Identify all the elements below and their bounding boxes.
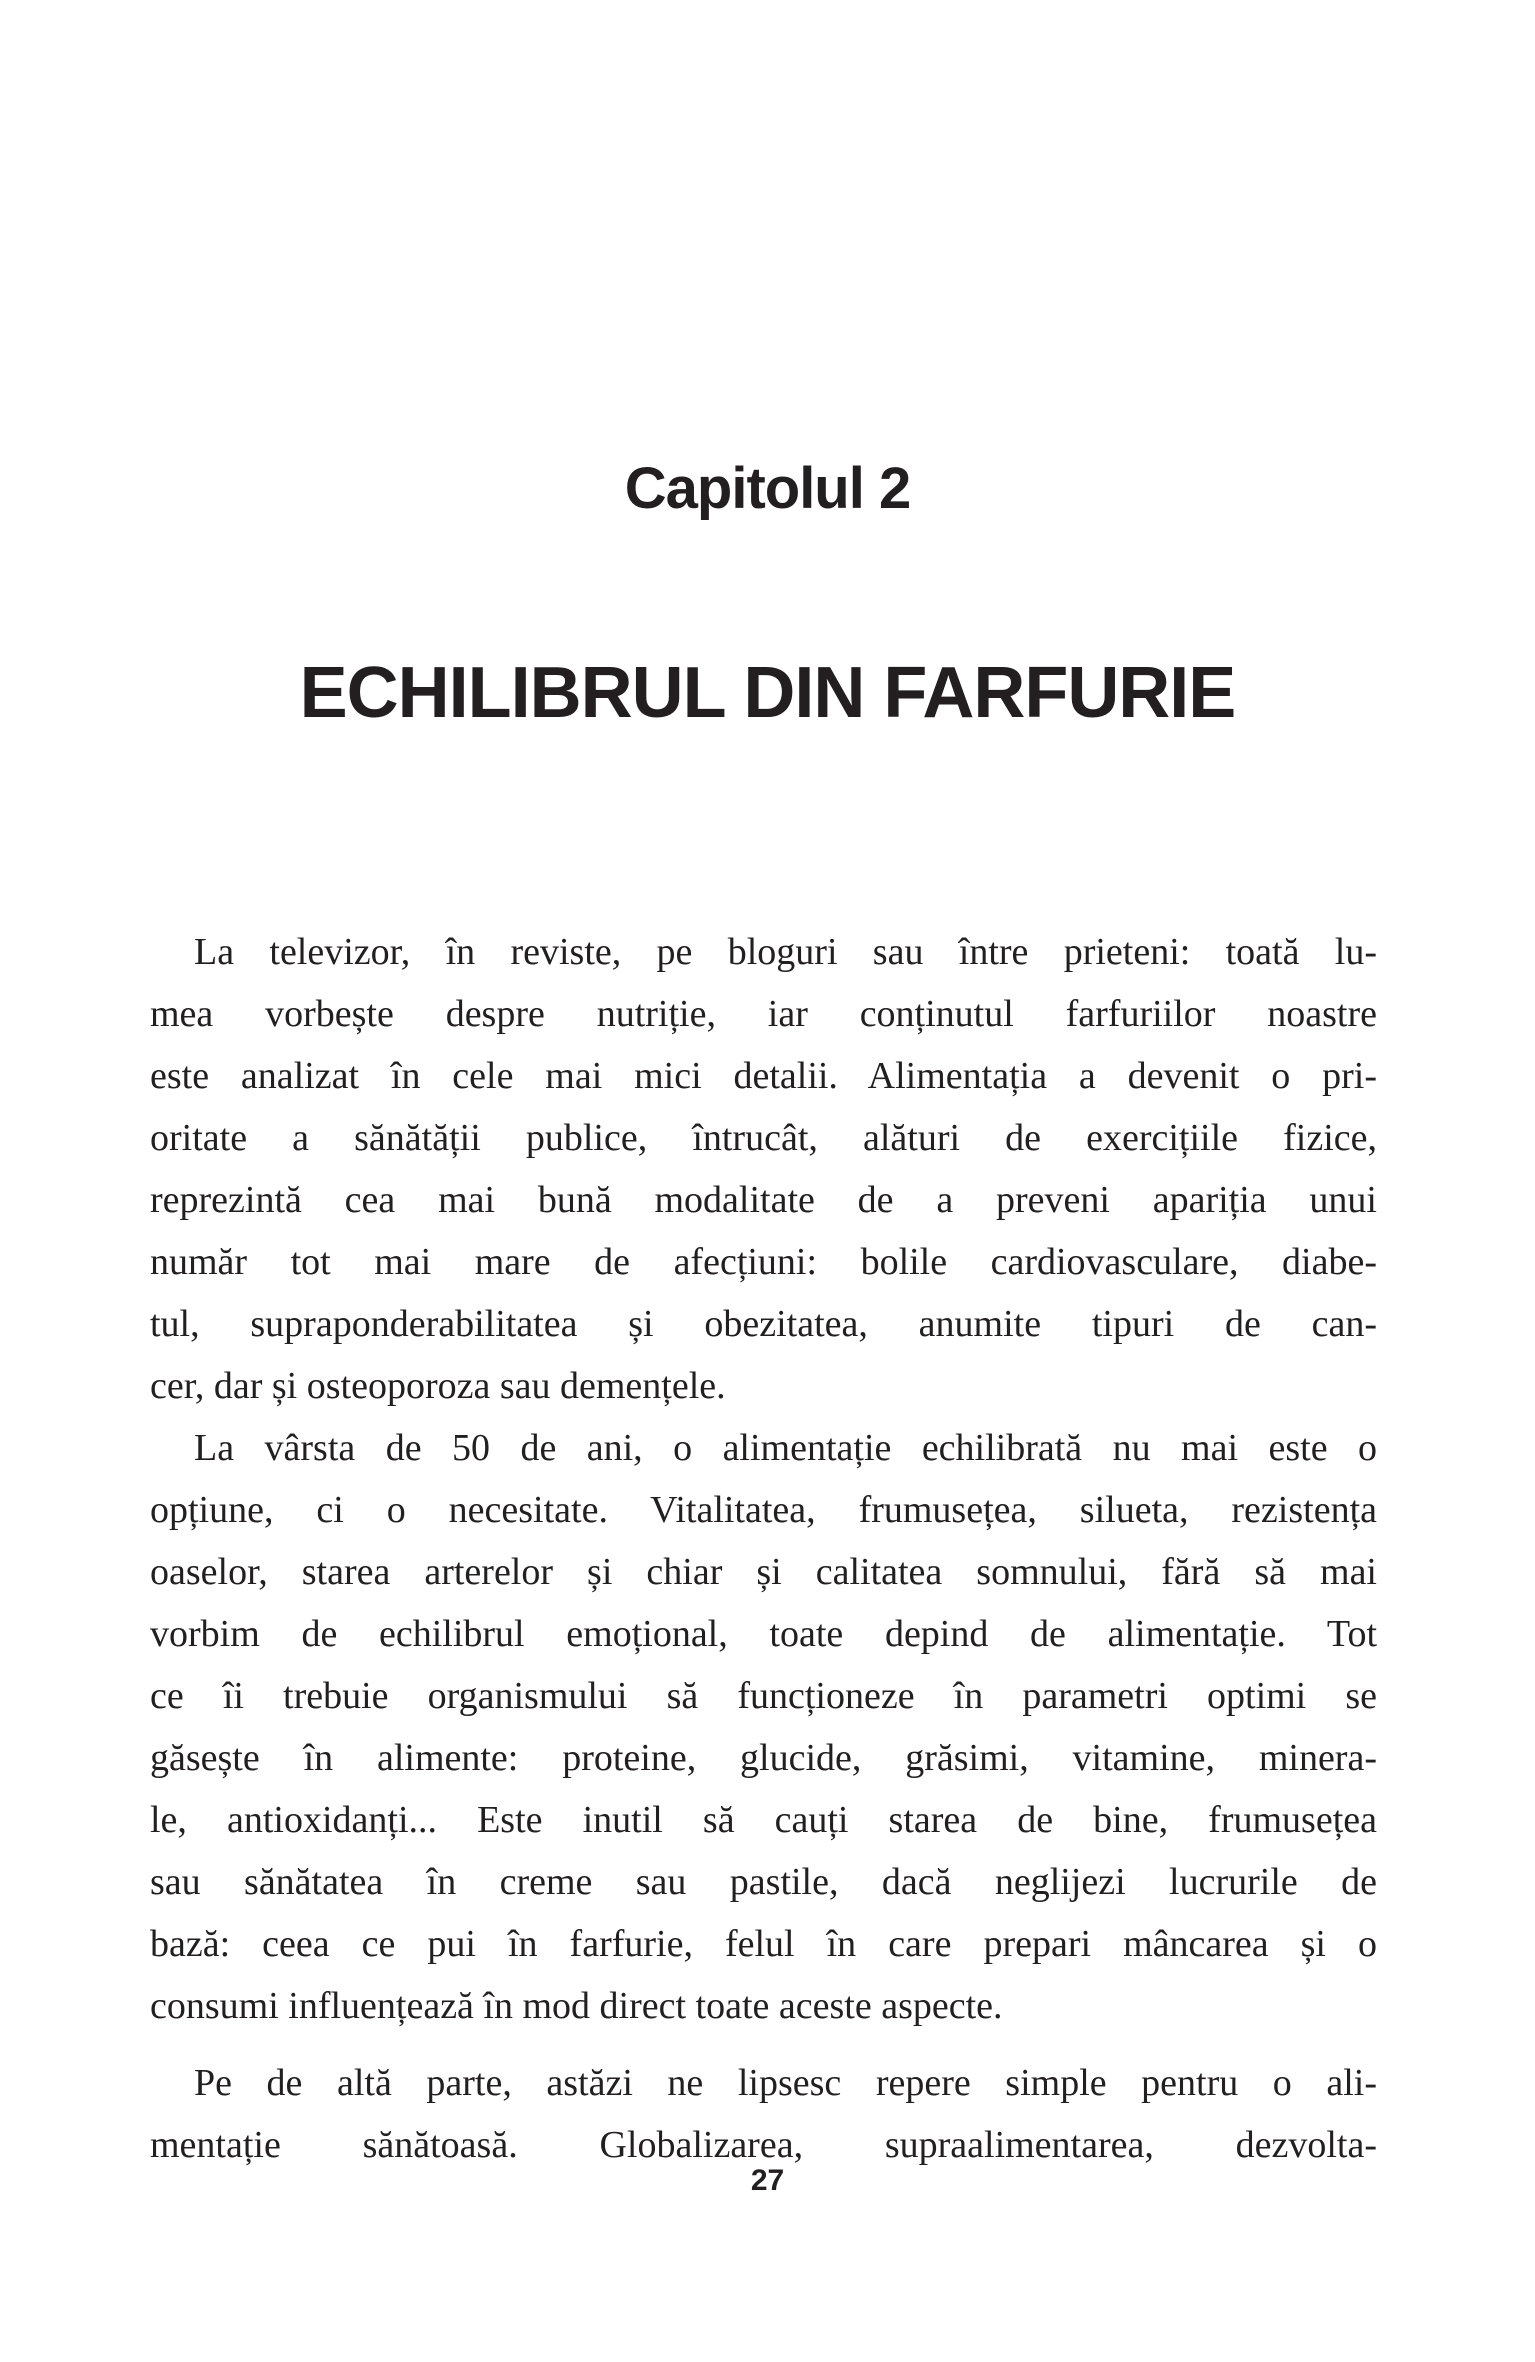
text-line: cer, dar și osteoporoza sau demențele. [150, 1365, 726, 1407]
text-line: tul, supraponderabilitatea și obezitatea, anumite tipuri de can- [150, 1303, 1377, 1345]
text-line: găsește în alimente: proteine, glucide, grăsimi, vitamine, minera- [150, 1737, 1377, 1779]
text-line: consumi influențează în mod direct toate aceste aspecte. [150, 1985, 1003, 2027]
paragraph-2 [150, 1417, 1377, 2037]
text-line: număr tot mai mare de afecțiuni: bolile cardiovasculare, diabe- [150, 1241, 1377, 1283]
chapter-title: ECHILIBRUL DIN FARFURIE [299, 653, 1236, 733]
text-line: le, antioxidanți... Este inutil să cauți starea de bine, frumusețea [150, 1799, 1377, 1841]
paragraph-3 [150, 2052, 1377, 2176]
text-line: opțiune, ci o necesitate. Vitalitatea, frumusețea, silueta, rezistența [150, 1489, 1377, 1531]
text-line: sau sănătatea în creme sau pastile, dacă neglijezi lucrurile de [150, 1861, 1377, 1903]
paragraph-1 [150, 921, 1377, 1417]
body-text [150, 921, 1377, 2176]
text-line: Pe de altă parte, astăzi ne lipsesc repere simple pentru o ali- [194, 2062, 1377, 2104]
text-line: este analizat în cele mai mici detalii. Alimentația a devenit o pri- [150, 1055, 1377, 1097]
text-line: La vârsta de 50 de ani, o alimentație echilibrată nu mai este o [194, 1427, 1377, 1469]
text-line: mentație sănătoasă. Globalizarea, supraalimentarea, dezvolta- [150, 2124, 1377, 2166]
chapter-label: Capitolul 2 [624, 456, 911, 521]
text-line: La televizor, în reviste, pe bloguri sau între prieteni: toată lu- [194, 931, 1377, 973]
text-line: vorbim de echilibrul emoțional, toate depind de alimentație. Tot [150, 1613, 1377, 1655]
text-line: bază: ceea ce pui în farfurie, felul în care prepari mâncarea și o [150, 1923, 1377, 1965]
text-line: reprezintă cea mai bună modalitate de a preveni apariția unui [150, 1179, 1377, 1221]
text-line: oaselor, starea arterelor și chiar și calitatea somnului, fără să mai [150, 1551, 1377, 1593]
page-number: 27 [750, 2164, 785, 2197]
text-line: mea vorbește despre nutriție, iar conținutul farfuriilor noastre [150, 993, 1377, 1035]
text-line: oritate a sănătății publice, întrucât, alături de exercițiile fizice, [150, 1117, 1377, 1159]
text-line: ce îi trebuie organismului să funcționeze în parametri optimi se [150, 1675, 1377, 1717]
